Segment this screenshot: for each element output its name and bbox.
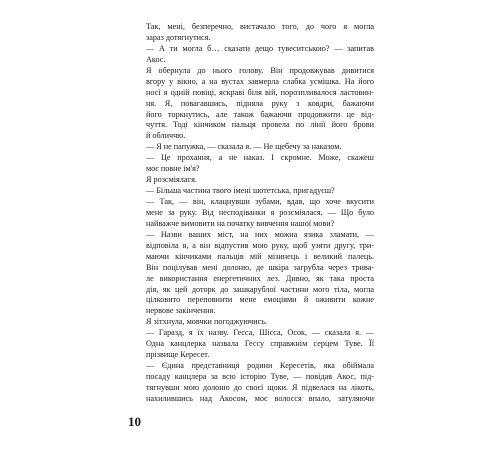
- text-line: — Назви ваших міст, на них можна язика зламати, —: [146, 229, 374, 239]
- text-line: зараз дотягнутися.: [146, 32, 211, 42]
- text-line: нервове закінчення.: [146, 306, 216, 316]
- text-line: Він поцілував мені долоню, де шкіра загрубла через трива-: [146, 262, 374, 272]
- text-line: — Єдина представниця родини Кересетів, яка обіймала: [146, 361, 374, 371]
- text-line: — Так, — він, клацнувши зубами, вдав, що хоче вкусити: [146, 197, 374, 206]
- body-text: [146, 22, 374, 405]
- text-line: й обличчю.: [146, 131, 186, 141]
- text-line: його торкнутись, але також бажаючи продовжити це від-: [146, 109, 374, 119]
- text-line: вгору у вікно, а на вустах завмерла слабка усмішка. На його: [146, 76, 374, 86]
- text-line: відповіла я, а він відпустив мою руку, щоб узяти другу, три-: [146, 240, 374, 250]
- text-line: нахилившись над Акосом, моє волосся впало, затуляючи: [146, 393, 374, 403]
- text-line: — Більша частина твого імені шотетська, пригадуєш?: [146, 186, 335, 196]
- text-line: чуття. Тоді кінчиком пальця провела по лінії його брови: [146, 120, 374, 130]
- text-line: прізвище Кересет.: [146, 350, 210, 360]
- text-line: — Я не папужка, — сказала я. — Не щебечу за наказом.: [146, 142, 342, 152]
- text-line: цілковито переповнити мене емоціями й оживити кожне: [146, 295, 374, 305]
- text-line: тягнувши мою долоню до своєї щоки. Я підвелася на лікоть,: [146, 382, 374, 392]
- text-line: ня. Я, повагавшись, підняла руку з ковдри, бажаючи: [146, 98, 374, 108]
- text-line: маючи кінчиками пальців мій мізинець і великий палець.: [146, 251, 374, 261]
- page-number: 10: [128, 414, 141, 429]
- text-line: Я обернула до нього голову. Він продовжував дивитися: [146, 65, 374, 75]
- text-line: Я розсміялася.: [146, 175, 197, 185]
- text-line: Я зітхнула, мовчки погоджуючись.: [146, 317, 268, 327]
- text-line: Акос.: [146, 54, 166, 64]
- text-line: посаду канцлера за всю історію Туве, — повідав Акос, під-: [146, 372, 374, 381]
- text-line: Одна канцлерка назвала Гессу справжнім серцем Туве. Її: [146, 339, 374, 349]
- text-line: — Гаразд, я їх назву. Гесса, Шісса, Осок, — сказала я. —: [146, 328, 374, 338]
- text-line: — А ти могла б… сказати дещо тувеситською? — запитав: [146, 43, 374, 53]
- text-line: ле використання енергетичних лез. Дивно, як така проста: [146, 273, 374, 283]
- text-line: — Це прохання, а не наказ. І скромне. Може, скажеш: [146, 153, 374, 163]
- text-line: найважче вимовити на початку вивчення нашої мови?: [146, 218, 335, 228]
- text-line: носі я одній повіці, яскраві біля вій, порозпливалося ластовин-: [146, 87, 374, 97]
- text-line: мене за руку. Від несподіванки я розсміялася. — Що було: [146, 207, 374, 217]
- text-line: моє повне ім'я?: [146, 164, 200, 174]
- text-line: Так, мені, безперечно, вистачало того, до чого я могла: [146, 22, 374, 31]
- text-line: дія, як цей доторк до зашкарублої частини мого тіла, могла: [146, 284, 374, 294]
